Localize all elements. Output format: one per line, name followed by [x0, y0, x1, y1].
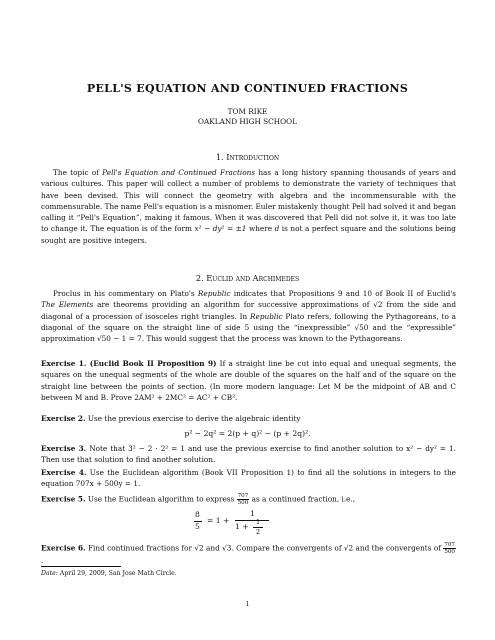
fraction-707-500: $\frac{707}{500}$	[237, 493, 249, 506]
exercise-label: Exercise 3.	[41, 444, 87, 453]
cf-lhs-den: 5	[195, 522, 200, 531]
section-title: Introduction	[226, 152, 280, 162]
exercise-label: Exercise 2.	[41, 414, 86, 423]
section-number: 2.	[195, 273, 204, 283]
fraction-707-500: $\frac{707}{500}$	[444, 542, 455, 555]
exercise-6: Exercise 6. Find continued fractions for √2 and √3. Compare the convergents of √2 and the convergents of $\frac{707}{500}$ .	[41, 542, 455, 565]
exercise-1: Exercise 1. (Euclid Book II Proposition 9) If a straight line be cut into equal and unequal segments, the squares on the unequal segments of the whole are double of the squares on the half and of the square on the straight line between the points of section. (In more modern language: Let M be the midpoint of AB and C between M and B. Prove 2AM² + 2MC² = AC² + CB².	[41, 359, 457, 402]
euclid-paragraph: Proclus in his commentary on Plato's Republic indicates that Propositions 9 and 10 of Book II of Euclid's The Elements are theorems providing an algorithm for successive approximations of √2 from the side and diagonal of a procession of isosceles right triangles. In Republic Plato refers, following the Pythagoreans, to a diagonal of the square on the straight line of side 5 using the “inexpressible” √50 and the “expressible” approximation √50 − 1 = 7. This would suggest that the process was known to the Pythagoreans.	[41, 289, 457, 344]
cf-one-1: 1	[250, 509, 255, 518]
exercise-3: Exercise 3. Note that 3² − 2 · 2² = 1 and use the previous exercise to find another solution to x² − dy² = 1. Then use that solution to find another solution.	[41, 444, 456, 465]
footnote-rule	[41, 566, 121, 567]
cf-eq: = 1 +	[207, 516, 230, 525]
page-number: 1	[245, 601, 250, 608]
identity-equation: p² − 2q² = 2(p + q)² − (p + 2q)².	[184, 429, 311, 438]
footnote: Date: April 29, 2009, San Jose Math Circle.	[41, 570, 177, 577]
exercise-5: Exercise 5. Use the Euclidean algorithm to express $\frac{707}{500}$ as a continued fraction, i.e.,	[41, 493, 356, 506]
section-heading-euclid	[0, 273, 495, 283]
exercise-4: Exercise 4. Use the Euclidean algorithm (Book VII Proposition 1) to find all the solutions in integers to the equation 707x + 500y = 1.	[41, 468, 456, 489]
section-heading-introduction	[0, 152, 495, 162]
cf-one-2: 1	[256, 518, 261, 526]
cf-mid: 1 +	[235, 522, 249, 531]
author-name: TOM RIKE	[227, 107, 268, 116]
exercise-label: Exercise 6.	[41, 543, 86, 553]
intro-paragraph: The topic of Pell's Equation and Continued Fractions has a long history spanning thousands of years and various cultures. This paper will collect a number of problems to demonstrate the variety of techniques that have been devised. This will connect the geometry with algebra and the incommensurable with the commensurable. The name Pell's equation is a misnomer. Euler mistakenly thought Pell had solved it and began calling it “Pell's Equation”, making it famous. When it was discovered that Pell did not solve it, it was too late to change it. The equation is of the form x² − dy² = ±1 where d is not a perfect square and the solutions being sought are positive integers.	[41, 168, 456, 245]
author-affiliation: OAKLAND HIGH SCHOOL	[198, 117, 297, 126]
exercise-label: Exercise 5.	[41, 494, 86, 504]
section-number: 1.	[215, 152, 224, 162]
author-block	[0, 107, 495, 127]
exercise-label: Exercise 1. (Euclid Book II Proposition 9)	[41, 359, 217, 368]
exercise-label: Exercise 4.	[41, 468, 87, 477]
cf-last: 2	[256, 528, 261, 536]
paper-title: PELL'S EQUATION AND CONTINUED FRACTIONS	[86, 82, 409, 95]
exercise-2: Exercise 2. Use the previous exercise to derive the algebraic identity	[41, 414, 301, 423]
cf-lhs-num: 8	[195, 510, 200, 519]
section-title: Euclid and Archimedes	[206, 273, 300, 283]
